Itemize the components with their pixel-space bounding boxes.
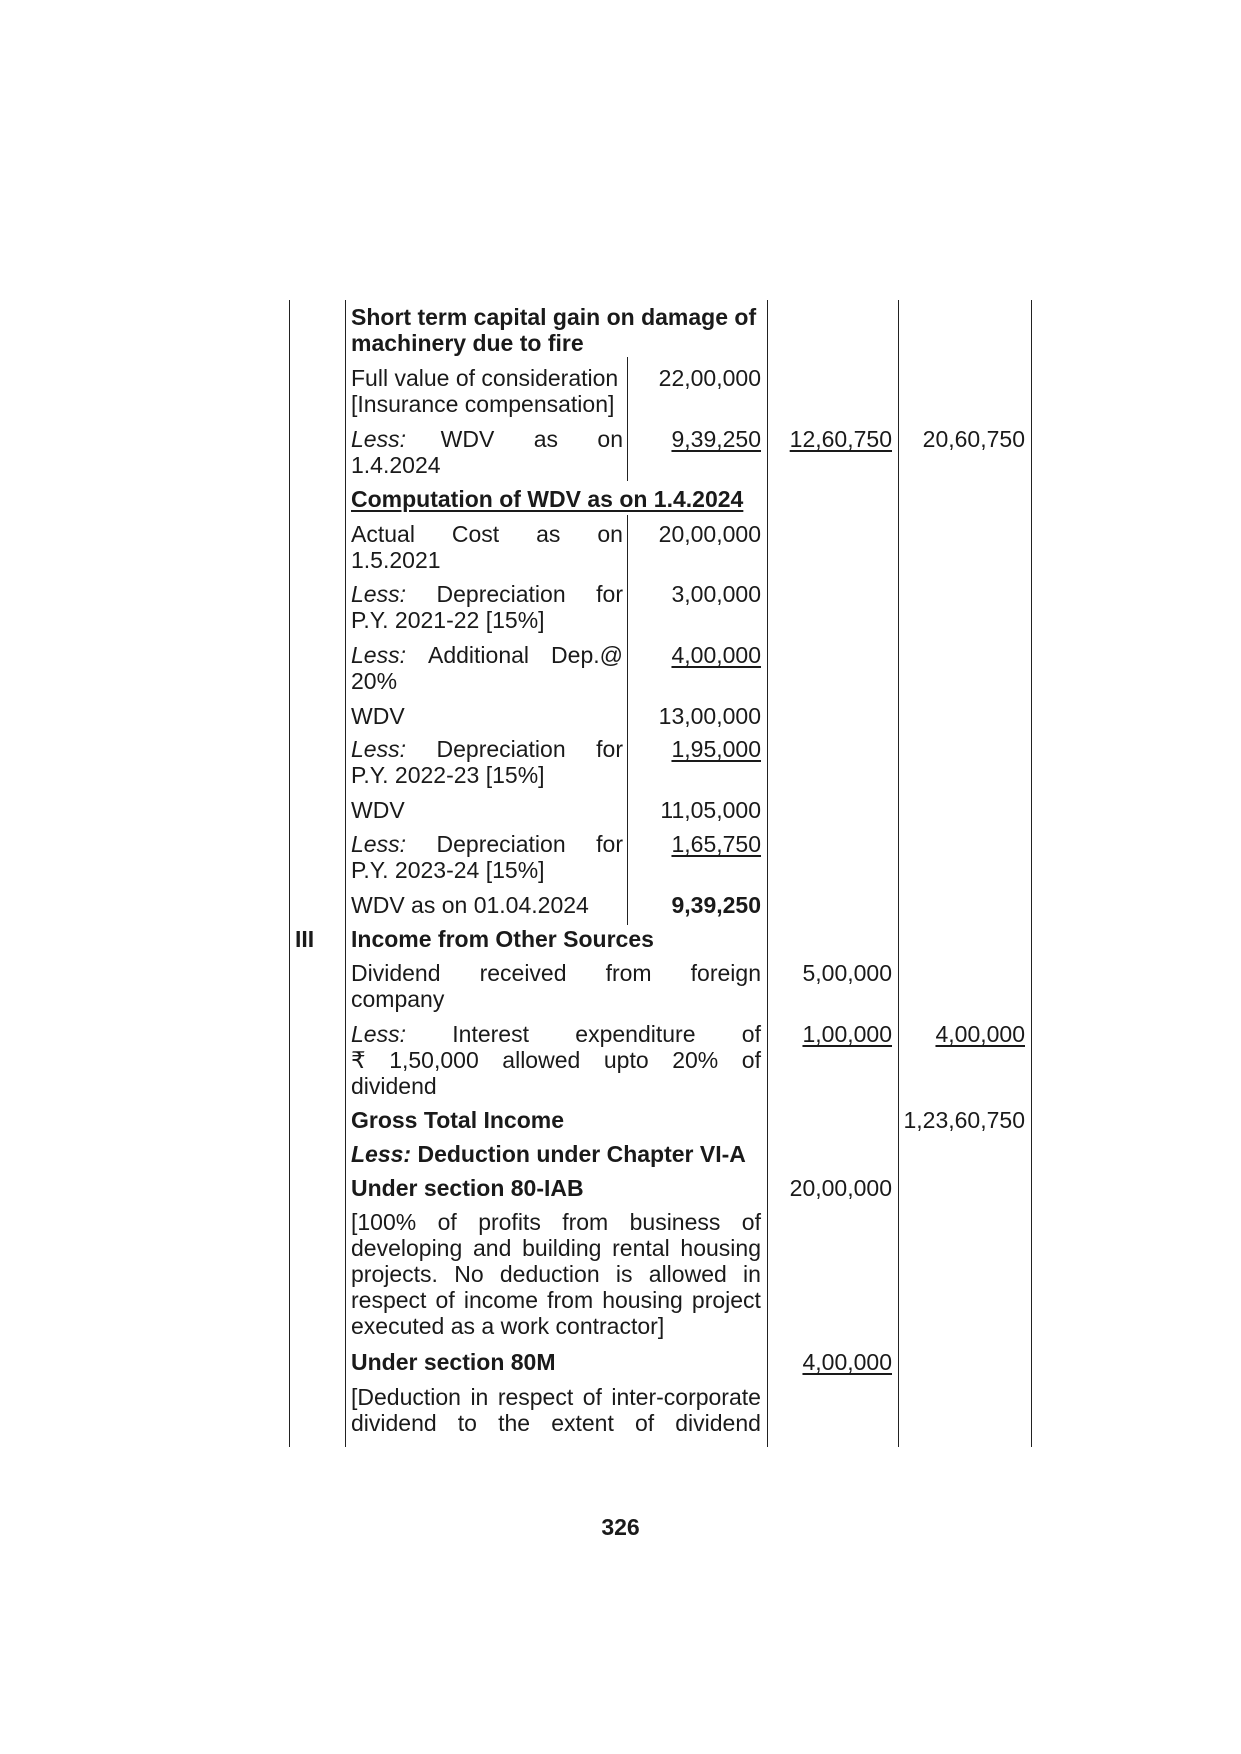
table-border-left — [289, 300, 290, 1447]
stcg-heading: Short term capital gain on damage of machinery due to fire — [351, 304, 757, 356]
s80m-amount: 4,00,000 — [802, 1349, 892, 1375]
additional-dep-label: Less: Additional Dep.@ 20% — [351, 642, 623, 694]
dividend-label: Dividend received from foreign company — [351, 960, 761, 1012]
wdv1-label: WDV — [351, 703, 405, 729]
wdv2-amount: 11,05,000 — [660, 797, 761, 823]
dep2-amount: 1,95,000 — [671, 736, 761, 762]
table-rule-col3 — [898, 300, 899, 1447]
s80iab-note: [100% of profits from business of developing and building rental housing projects. No deduction is allowed in respect of income from housing project executed as a work contractor] — [351, 1209, 761, 1339]
subcolumn-rule-stcg — [627, 357, 628, 481]
wdv-final-amount: 9,39,250 — [671, 892, 761, 918]
less-label: Less: — [351, 426, 406, 452]
dep3-amount: 1,65,750 — [671, 831, 761, 857]
table-border-right — [1031, 300, 1032, 1447]
s80iab-amount: 20,00,000 — [789, 1175, 892, 1201]
wdv2-label: WDV — [351, 797, 405, 823]
gti-amount: 1,23,60,750 — [903, 1107, 1025, 1133]
wdv-final-label: WDV as on 01.04.2024 — [351, 892, 589, 918]
s80m-note: [Deduction in respect of inter-corporate dividend to the extent of dividend — [351, 1384, 761, 1436]
stcg-total: 20,60,750 — [922, 426, 1025, 452]
s80m-label: Under section 80M — [351, 1349, 556, 1375]
fvc-label: Full value of consideration [Insurance compensation] — [351, 365, 619, 417]
interest-amount: 1,00,000 — [802, 1021, 892, 1047]
wdv-computation-heading: Computation of WDV as on 1.4.2024 — [351, 486, 744, 512]
dep3-label: Less: Depreciation for P.Y. 2023-24 [15%] — [351, 831, 623, 883]
table-rule-col1 — [345, 300, 346, 1447]
table-rule-col2 — [767, 300, 768, 1447]
wdv-date: 1.4.2024 — [351, 452, 441, 478]
actual-cost-label: Actual Cost as on 1.5.2021 — [351, 521, 623, 573]
s80iab-label: Under section 80-IAB — [351, 1175, 584, 1201]
wdv-less-row — [351, 426, 623, 478]
subcolumn-rule-wdv — [627, 515, 628, 925]
other-sources-net: 4,00,000 — [935, 1021, 1025, 1047]
deduction-heading: Less: Deduction under Chapter VI-A — [351, 1141, 746, 1167]
dep2-label: Less: Depreciation for P.Y. 2022-23 [15%] — [351, 736, 623, 788]
wdv1-amount: 13,00,000 — [658, 703, 761, 729]
actual-cost-amount: 20,00,000 — [658, 521, 761, 547]
other-sources-heading: Income from Other Sources — [351, 926, 654, 952]
wdv-as-on: WDV as on — [440, 426, 623, 452]
dividend-amount: 5,00,000 — [802, 960, 892, 986]
page-number: 326 — [601, 1514, 640, 1540]
dep1-amount: 3,00,000 — [671, 581, 761, 607]
fvc-amount: 22,00,000 — [658, 365, 761, 391]
gti-label: Gross Total Income — [351, 1107, 565, 1133]
additional-dep-amount: 4,00,000 — [671, 642, 761, 668]
section-number-iii: III — [295, 926, 315, 952]
interest-label: Less: Interest expenditure of ₹ 1,50,000 allowed upto 20% of dividend — [351, 1021, 761, 1099]
dep1-label: Less: Depreciation for P.Y. 2021-22 [15%] — [351, 581, 623, 633]
wdv-deduct-amount: 9,39,250 — [671, 426, 761, 452]
stcg-amount: 12,60,750 — [789, 426, 892, 452]
